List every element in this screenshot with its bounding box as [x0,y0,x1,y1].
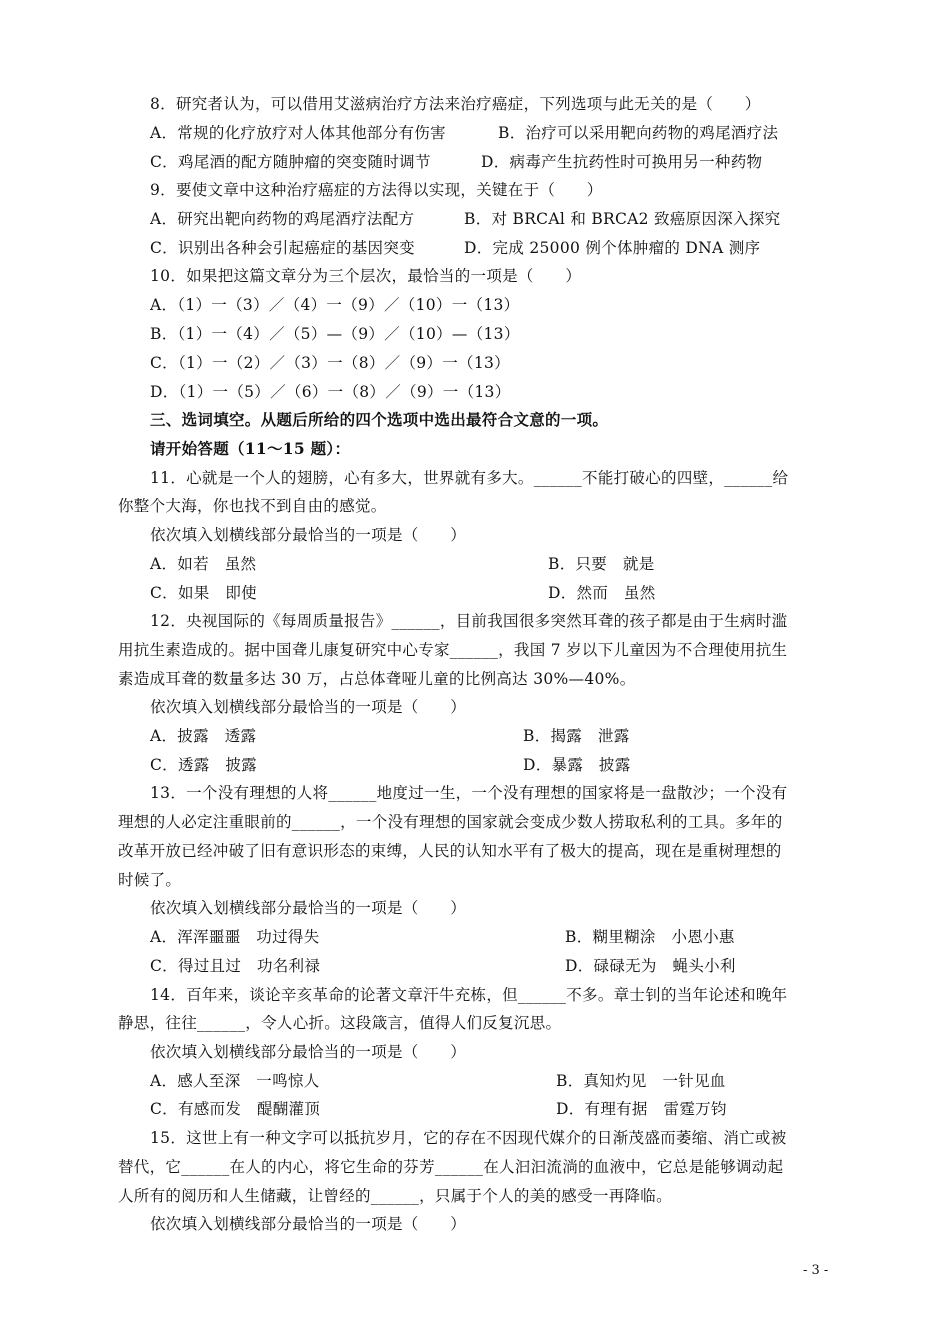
q14-line-1: 14．百年来，谈论辛亥革命的论著文章汗牛充栋，但______不多。章士钊的当年论述和晚年 [150,986,788,1004]
q13-option-c: C．得过且过 功名利禄 [150,957,321,975]
q14-option-b: B．真知灼见 一针见血 [556,1072,726,1090]
q12-prompt: 依次填入划横线部分最恰当的一项是（ ） [150,698,467,716]
q14-option-a: A．感人至深 一鸣惊人 [150,1072,320,1090]
q8-option-b: B．治疗可以采用靶向药物的鸡尾酒疗法 [498,124,779,142]
q13-option-b: B．糊里糊涂 小恩小惠 [565,928,735,946]
q12-option-b: B．揭露 泄露 [523,727,630,745]
q8-option-c: C．鸡尾酒的配方随肿瘤的突变随时调节 [150,153,431,171]
q11-option-b: B．只要 就是 [548,555,655,573]
q13-line-4: 时候了。 [118,871,182,889]
q8-stem: 8．研究者认为，可以借用艾滋病治疗方法来治疗癌症，下列选项与此无关的是（ ） [150,95,761,113]
q13-line-1: 13．一个没有理想的人将______地度过一生，一个没有理想的国家将是一盘散沙；一个没有 [150,784,788,802]
q10-option-b: B．（1）一（4）／（5）—（9）／（10）—（13） [150,325,520,343]
q10-stem: 10．如果把这篇文章分为三个层次，最恰当的一项是（ ） [150,267,582,285]
q13-option-d: D．碌碌无为 蝇头小利 [565,957,736,975]
q9-option-c: C．识别出各种会引起癌症的基因突变 [150,239,415,257]
q9-option-b: B．对 BRCAl 和 BRCA2 致癌原因深入探究 [464,210,781,228]
q12-option-d: D．暴露 披露 [523,756,631,774]
q15-prompt: 依次填入划横线部分最恰当的一项是（ ） [150,1215,467,1233]
q13-prompt: 依次填入划横线部分最恰当的一项是（ ） [150,899,467,917]
q14-line-2: 静思，往往______，令人心折。这段箴言，值得人们反复沉思。 [118,1014,562,1032]
q11-option-c: C．如果 即使 [150,584,257,602]
q12-option-a: A．披露 透露 [150,727,257,745]
q9-stem: 9．要使文章中这种治疗癌症的方法得以实现，关键在于（ ） [150,181,603,199]
q15-line-3: 人所有的阅历和人生储藏，让曾经的______，只属于个人的美的感受一再降临。 [118,1187,672,1205]
q12-line-2: 用抗生素造成的。据中国聋儿康复研究中心专家______，我国 7 岁以下儿童因为不合理使用抗生 [118,641,788,659]
q13-option-a: A．浑浑噩噩 功过得失 [150,928,320,946]
q12-line-3: 素造成耳聋的数量多达 30 万，占总体聋哑儿童的比例高达 30%—40%。 [118,670,636,688]
q8-option-a: A．常规的化疗放疗对人体其他部分有伤害 [150,124,446,142]
section-instruction: 请开始答题（11～15 题）： [150,439,351,458]
q11-option-d: D．然而 虽然 [548,584,656,602]
q15-line-2: 替代，它______在人的内心，将它生命的芬芳______在人汩汩流淌的血液中，它总是能够调动起 [118,1158,784,1176]
q10-option-d: D．（1）一（5）／（6）一（8）／（9）一（13） [150,383,511,401]
q14-option-d: D．有理有据 雷霆万钧 [556,1100,727,1118]
q11-prompt: 依次填入划横线部分最恰当的一项是（ ） [150,526,467,544]
q11-line-1: 11．心就是一个人的翅膀，心有多大，世界就有多大。______不能打破心的四壁，______给 [150,469,789,487]
q8-option-d: D．病毒产生抗药性时可换用另一种药物 [481,153,763,171]
q14-option-c: C．有感而发 醍醐灌顶 [150,1100,321,1118]
q12-line-1: 12．央视国际的《每周质量报告》______，目前我国很多突然耳聋的孩子都是由于生病时滥 [150,612,788,630]
q13-line-3: 改革开放已经冲破了旧有意识形态的束缚，人民的认知水平有了极大的提高，现在是重树理想的 [118,842,782,860]
q9-option-d: D．完成 25000 例个体肿瘤的 DNA 测序 [464,239,761,257]
q10-option-a: A．（1）一（3）／（4）一（9）／（10）一（13） [150,296,520,314]
q14-prompt: 依次填入划横线部分最恰当的一项是（ ） [150,1043,467,1061]
q12-option-c: C．透露 披露 [150,756,257,774]
q15-line-1: 15．这世上有一种文字可以抵抗岁月，它的存在不因现代媒介的日渐茂盛而萎缩、消亡或被 [150,1129,787,1147]
q13-line-2: 理想的人必定注重眼前的______，一个没有理想的国家就会变成少数人捞取私利的工具。多年的 [118,813,783,831]
q11-line-2: 你整个大海，你也找不到自由的感觉。 [118,497,387,515]
q11-option-a: A．如若 虽然 [150,555,257,573]
q9-option-a: A．研究出靶向药物的鸡尾酒疗法配方 [150,210,415,228]
page-number: - 3 - [803,1263,829,1278]
section-heading: 三、选词填空。从题后所给的四个选项中选出最符合文意的一项。 [150,410,609,429]
q10-option-c: C．（1）一（2）／（3）一（8）／（9）一（13） [150,354,510,372]
